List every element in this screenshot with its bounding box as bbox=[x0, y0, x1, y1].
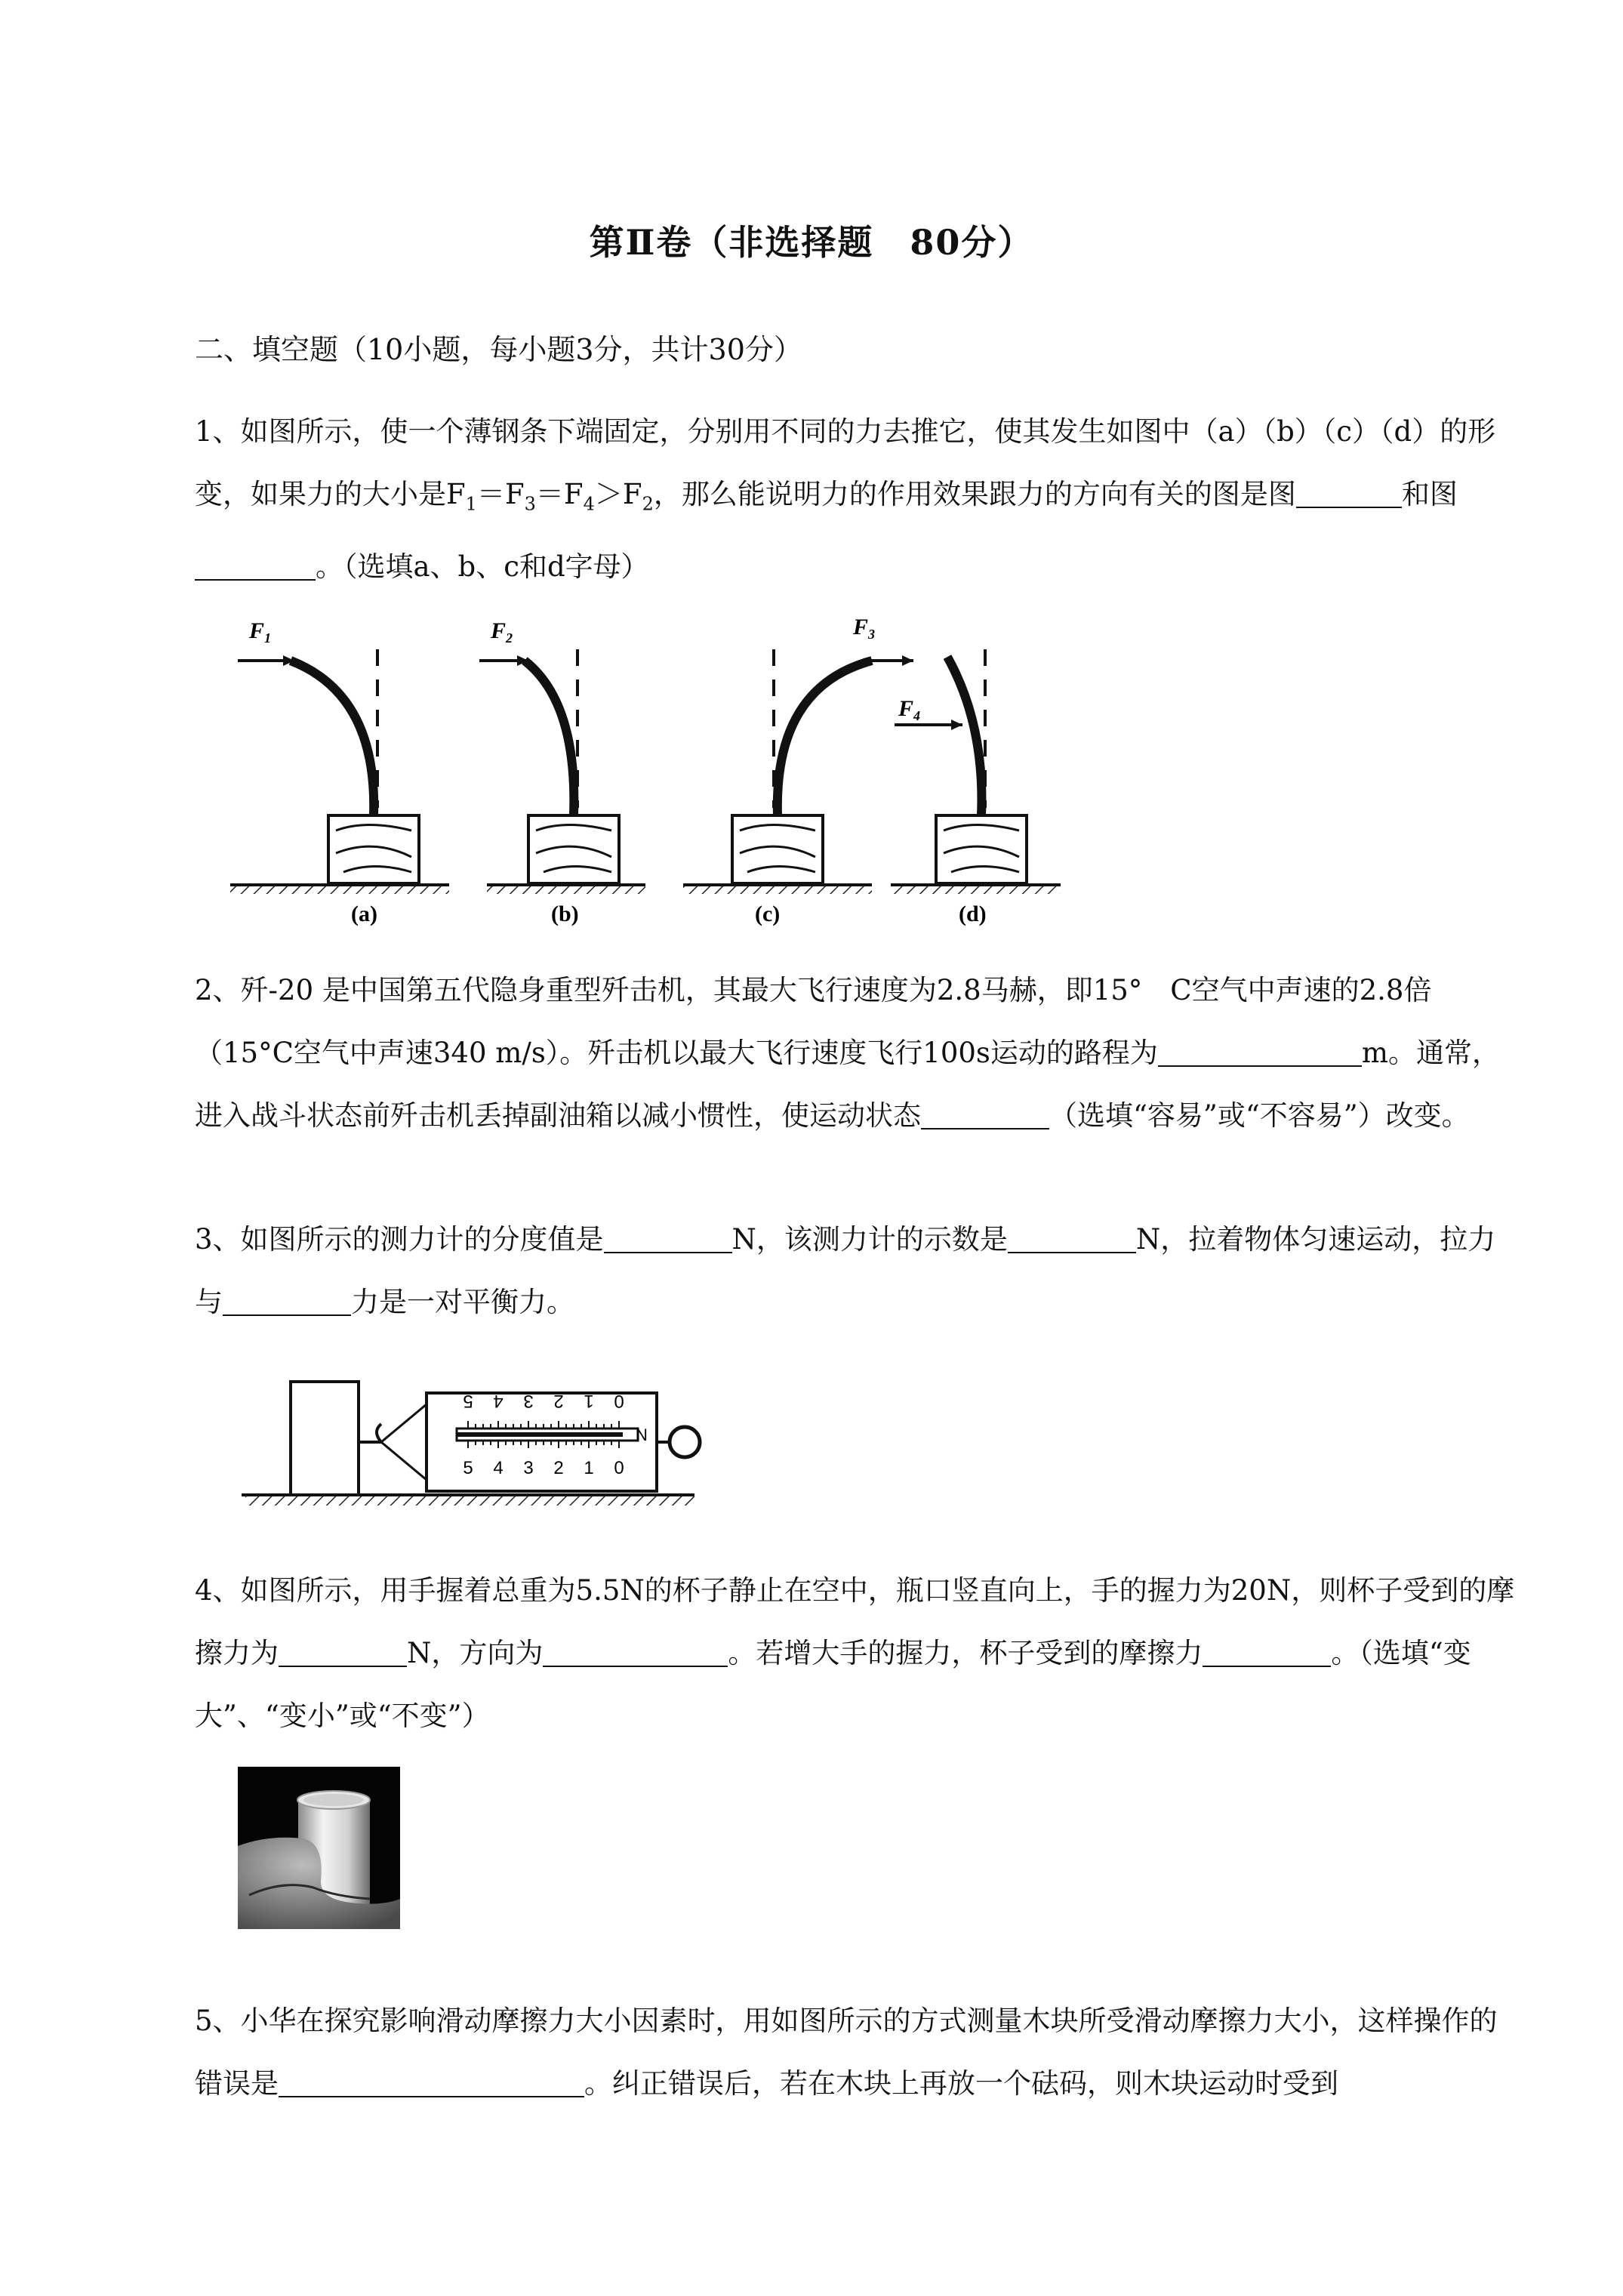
q3-blank-3[interactable] bbox=[223, 1287, 351, 1316]
q1-text-7: 。（选填a、b、c和d字母） bbox=[316, 550, 649, 584]
caption-b: (b) bbox=[551, 901, 579, 926]
steel-strip-figure bbox=[223, 604, 1068, 929]
q1-blank-2[interactable] bbox=[195, 552, 316, 581]
caption-c: (c) bbox=[755, 901, 781, 926]
scale-number-bottom-4: 4 bbox=[493, 1458, 504, 1478]
spring-scale-figure bbox=[242, 1359, 725, 1510]
strip-c-diagram bbox=[683, 649, 913, 894]
q5-text-2: 。纠正错误后，若在木块上再放一个砝码，则木块运动时受到 bbox=[584, 2067, 1338, 2100]
page-title: 第Ⅱ卷（非选择题 80分） bbox=[589, 222, 1034, 263]
strip-d-diagram bbox=[891, 649, 1061, 894]
q5-text-1: 5、小华在探究影响滑动摩擦力大小因素时，用如图所示的方式测量木块所受滑动摩擦力大小，这样操作的错误是 bbox=[195, 2005, 1498, 2100]
q1-text-6: 和图 bbox=[1401, 478, 1458, 510]
caption-a: (a) bbox=[351, 901, 377, 926]
strip-a-diagram bbox=[230, 649, 449, 894]
q2-text-1: 2、歼-20 是中国第五代隐身重型歼击机，其最大飞行速度为2.8马赫，即15° C空气中声速的2.8倍（15°C空气中声速340 m/s）。歼击机以最大飞行速度飞行100s运动的路程为 bbox=[195, 974, 1432, 1069]
strip-b-diagram bbox=[479, 649, 645, 894]
q3-text-1: 3、如图所示的测力计的分度值是 bbox=[195, 1223, 604, 1256]
force-label-2: $F_2$ bbox=[491, 618, 513, 646]
scale-number-bottom-2: 2 bbox=[553, 1458, 564, 1478]
q1-sub-2: 2 bbox=[642, 493, 654, 515]
q4-text-2: N，方向为 bbox=[407, 1637, 544, 1669]
q3-text-2: N，该测力计的示数是 bbox=[731, 1223, 1008, 1256]
question-1 bbox=[195, 400, 1523, 598]
q4-text-1: 4、如图所示，用手握着总重为5.5N的杯子静止在空中，瓶口竖直向上，手的握力为20N，则杯子受到的摩擦力为 bbox=[195, 1574, 1515, 1669]
scale-number-bottom-0: 0 bbox=[614, 1458, 624, 1478]
block bbox=[291, 1382, 359, 1495]
q4-text-4: 。（选填“变大”、“变小”或“不变”） bbox=[195, 1637, 1471, 1732]
q1-blank-1[interactable] bbox=[1296, 479, 1402, 508]
scale-ring bbox=[670, 1427, 700, 1457]
scale-number-top-3: 3 bbox=[523, 1391, 534, 1411]
q4-blank-1[interactable] bbox=[279, 1638, 407, 1667]
q1-text-4: ＞F bbox=[594, 478, 642, 510]
force-label-4: $F_4$ bbox=[898, 696, 921, 723]
q1-sub-4: 4 bbox=[583, 493, 595, 515]
question-4 bbox=[195, 1559, 1523, 1747]
q5-blank-1[interactable] bbox=[279, 2069, 584, 2097]
scale-number-top-1: 1 bbox=[584, 1391, 594, 1411]
cup-in-hand-photo bbox=[238, 1767, 400, 1929]
q3-text-3: N，拉着物体匀速运动，拉力与 bbox=[195, 1223, 1496, 1318]
q4-blank-3[interactable] bbox=[1203, 1638, 1331, 1667]
q1-text-3: ＝F bbox=[535, 478, 584, 510]
q3-blank-1[interactable] bbox=[604, 1225, 732, 1253]
scale-unit: N bbox=[636, 1425, 648, 1444]
q1-sub-1: 1 bbox=[465, 493, 477, 515]
force-label-3: $F_3$ bbox=[853, 615, 876, 642]
scale-number-top-0: 0 bbox=[614, 1391, 624, 1411]
question-2 bbox=[195, 959, 1523, 1147]
q2-text-2: m。通常，进入战斗状态前歼击机丢掉副油箱以减小惯性，使运动状态 bbox=[195, 1037, 1501, 1132]
q4-blank-2[interactable] bbox=[543, 1638, 728, 1667]
scale-number-top-4: 4 bbox=[493, 1391, 504, 1411]
q1-text-5: ，那么能说明力的作用效果跟力的方向有关的图是图 bbox=[653, 478, 1296, 510]
q2-blank-1[interactable] bbox=[1158, 1038, 1362, 1067]
q3-blank-2[interactable] bbox=[1008, 1225, 1136, 1253]
q4-text-3: 。若增大手的握力，杯子受到的摩擦力 bbox=[728, 1637, 1203, 1669]
force-label-1: $F_1$ bbox=[249, 618, 272, 646]
q2-text-3: （选填“容易”或“不容易”）改变。 bbox=[1049, 1099, 1470, 1132]
scale-number-bottom-3: 3 bbox=[523, 1458, 534, 1478]
caption-d: (d) bbox=[959, 901, 987, 926]
q3-text-4: 力是一对平衡力。 bbox=[351, 1286, 574, 1318]
q1-text-2: ＝F bbox=[476, 478, 525, 510]
scale-number-top-5: 5 bbox=[463, 1391, 473, 1411]
scale-number-bottom-5: 5 bbox=[463, 1458, 473, 1478]
section-heading: 二、填空题（10小题，每小题3分，共计30分） bbox=[195, 333, 802, 366]
question-5 bbox=[195, 1989, 1523, 2115]
q2-blank-2[interactable] bbox=[921, 1101, 1049, 1130]
q1-text-1: 1、如图所示，使一个薄钢条下端固定，分别用不同的力去推它，使其发生如图中（a）（b）（c）（d）的形变，如果力的大小是F bbox=[195, 415, 1496, 510]
question-3 bbox=[195, 1208, 1523, 1333]
q1-sub-3: 3 bbox=[524, 493, 536, 515]
scale-number-top-2: 2 bbox=[553, 1391, 564, 1411]
scale-number-bottom-1: 1 bbox=[584, 1458, 594, 1478]
